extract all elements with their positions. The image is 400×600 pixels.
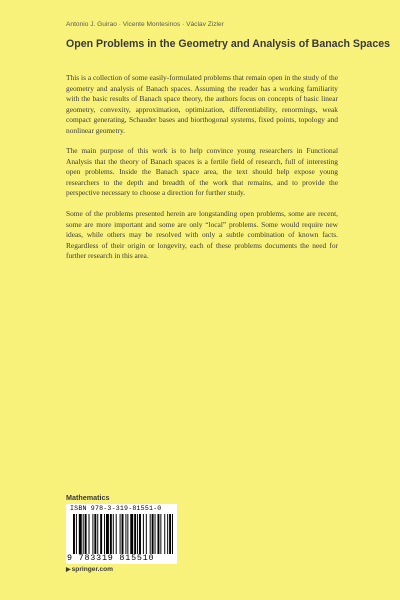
barcode-digits: 9 783319 815510 [67,553,155,563]
barcode-block [66,504,177,564]
blurb-paragraph-3: Some of the problems presented herein are longstanding open problems, some are recent, some are more important and some are only “local” problems. Some would require new ideas, while others may be resolved with only a subtle combination of known facts. Regardless of their origin or longevity, each of these problems documents the need for further research in this area. [66,209,338,261]
publisher-url: springer.com [71,566,114,573]
publisher-link[interactable] [66,566,113,573]
isbn-number: ISBN 978-3-319-81551-0 [70,505,162,512]
blurb-paragraph-1: This is a collection of some easily-formulated problems that remain open in the study of the geometry and analysis of Banach spaces. Assuming the reader has a working familiarity with the basic results of Banach space theory, the authors focus on concepts of basic linear geometry, convexity, approximation, optimization, differentiability, renormings, weak compact generating, Schauder bases and biorthogonal systems, fixed points, topology and nonlinear geometry. [66,73,338,135]
book-title: Open Problems in the Geometry and Analysis of Banach Spaces [66,38,390,50]
barcode-icon [73,514,173,554]
blurb-paragraph-2: The main purpose of this work is to help convince young researchers in Functional Analysis that the theory of Banach spaces is a fertile field of research, full of interesting open problems. Inside the Banach space area, the text should help expose young researchers to the depth and breadth of the work that remains, and to provide the perspective necessary to choose a direction for further study. [66,146,338,198]
arrow-icon: ▶ [66,567,71,573]
subject-category: Mathematics [66,493,110,502]
blurb [66,73,338,272]
authors-line: Antonio J. Guirao · Vicente Montesinos · Václav Zizler [66,21,224,28]
